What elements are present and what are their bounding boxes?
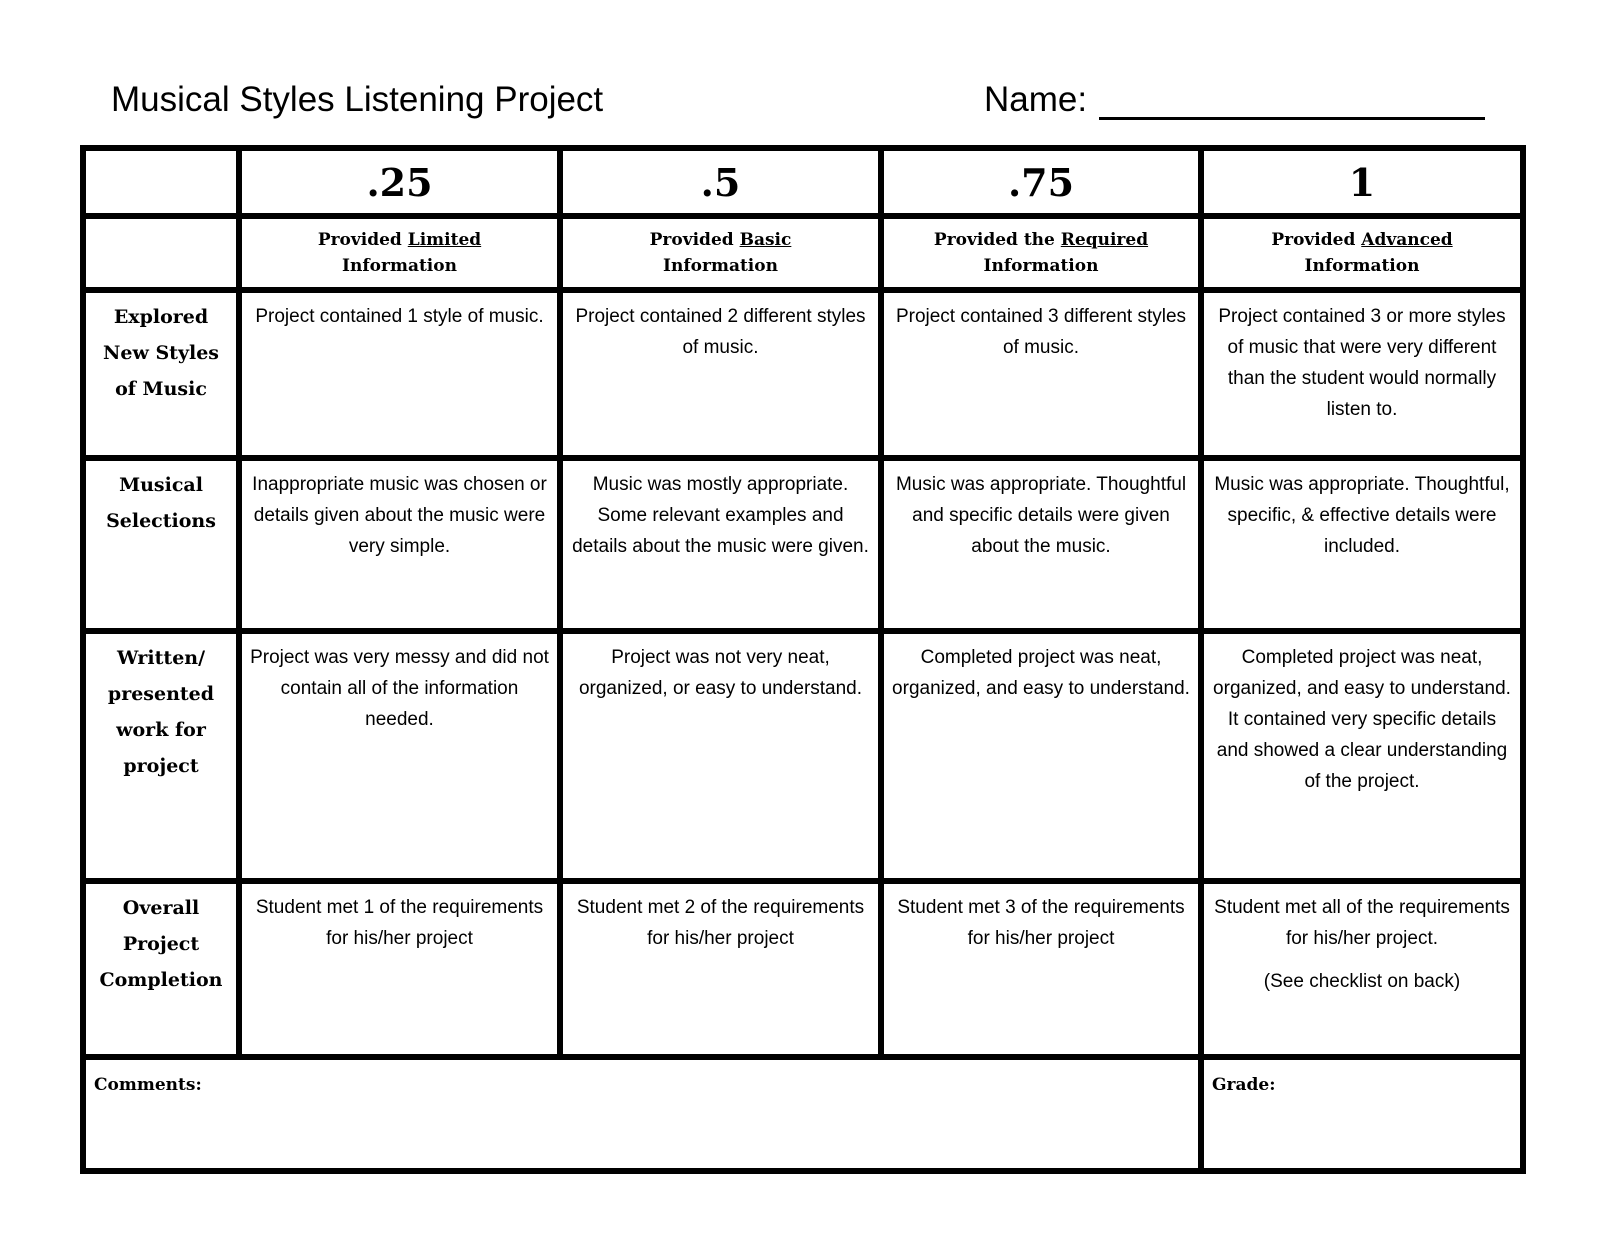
rubric-cell: Inappropriate music was chosen or details given about the music were very simple. [239,458,560,631]
name-label: Name: [984,80,1088,119]
score-header: .75 [881,148,1201,216]
rubric-cell: Student met 3 of the requirements for his/her project [881,881,1201,1057]
rubric-cell: Completed project was neat, organized, and easy to understand. It contained very specific details and showed a clear understanding of the project. [1201,631,1523,881]
score-header: .5 [560,148,881,216]
table-row [83,631,1523,881]
criterion-label: Explored New Styles of Music [83,290,239,458]
level-header: Provided Advanced Information [1201,216,1523,290]
page-title: Musical Styles Listening Project [111,80,604,119]
level-header: Provided the Required Information [881,216,1201,290]
rubric-cell: Project was not very neat, organized, or easy to understand. [560,631,881,881]
checklist-note: (See checklist on back) [1263,971,1461,992]
rubric-cell: Project contained 3 different styles of music. [881,290,1201,458]
criterion-label: Overall Project Completion [83,881,239,1057]
rubric-cell: Completed project was neat, organized, and easy to understand. [881,631,1201,881]
table-row [83,458,1523,631]
comments-row [83,1057,1523,1171]
comments-label: Comments: [94,1075,202,1095]
rubric-cell: Project was very messy and did not contain all of the information needed. [239,631,560,881]
score-header-row [83,148,1523,216]
rubric-cell-text: Student met all of the requirements for his/her project. [1214,897,1510,949]
level-header-row [83,216,1523,290]
table-row [83,881,1523,1057]
criterion-label: Written/ presented work for project [83,631,239,881]
rubric-cell: Project contained 3 or more styles of music that were very different than the student would normally listen to. [1201,290,1523,458]
comments-box[interactable] [83,1057,1201,1171]
rubric-cell: Project contained 2 different styles of music. [560,290,881,458]
rubric-cell: Project contained 1 style of music. [239,290,560,458]
corner-cell [83,148,239,216]
rubric-cell: Music was appropriate. Thoughtful and specific details were given about the music. [881,458,1201,631]
score-header: 1 [1201,148,1523,216]
corner-cell [83,216,239,290]
rubric-cell: Music was appropriate. Thoughtful, specific, & effective details were included. [1201,458,1523,631]
name-field [984,80,1485,120]
rubric-cell: Student met 1 of the requirements for his/her project [239,881,560,1057]
grade-box[interactable] [1201,1057,1523,1171]
rubric-cell [1201,881,1523,1057]
table-row [83,290,1523,458]
rubric-cell: Music was mostly appropriate. Some relevant examples and details about the music were given. [560,458,881,631]
level-header: Provided Limited Information [239,216,560,290]
name-blank-line[interactable] [1099,81,1485,120]
rubric-table [80,145,1526,1174]
criterion-label: Musical Selections [83,458,239,631]
rubric-cell: Student met 2 of the requirements for his/her project [560,881,881,1057]
level-header: Provided Basic Information [560,216,881,290]
score-header: .25 [239,148,560,216]
grade-label: Grade: [1212,1075,1276,1095]
